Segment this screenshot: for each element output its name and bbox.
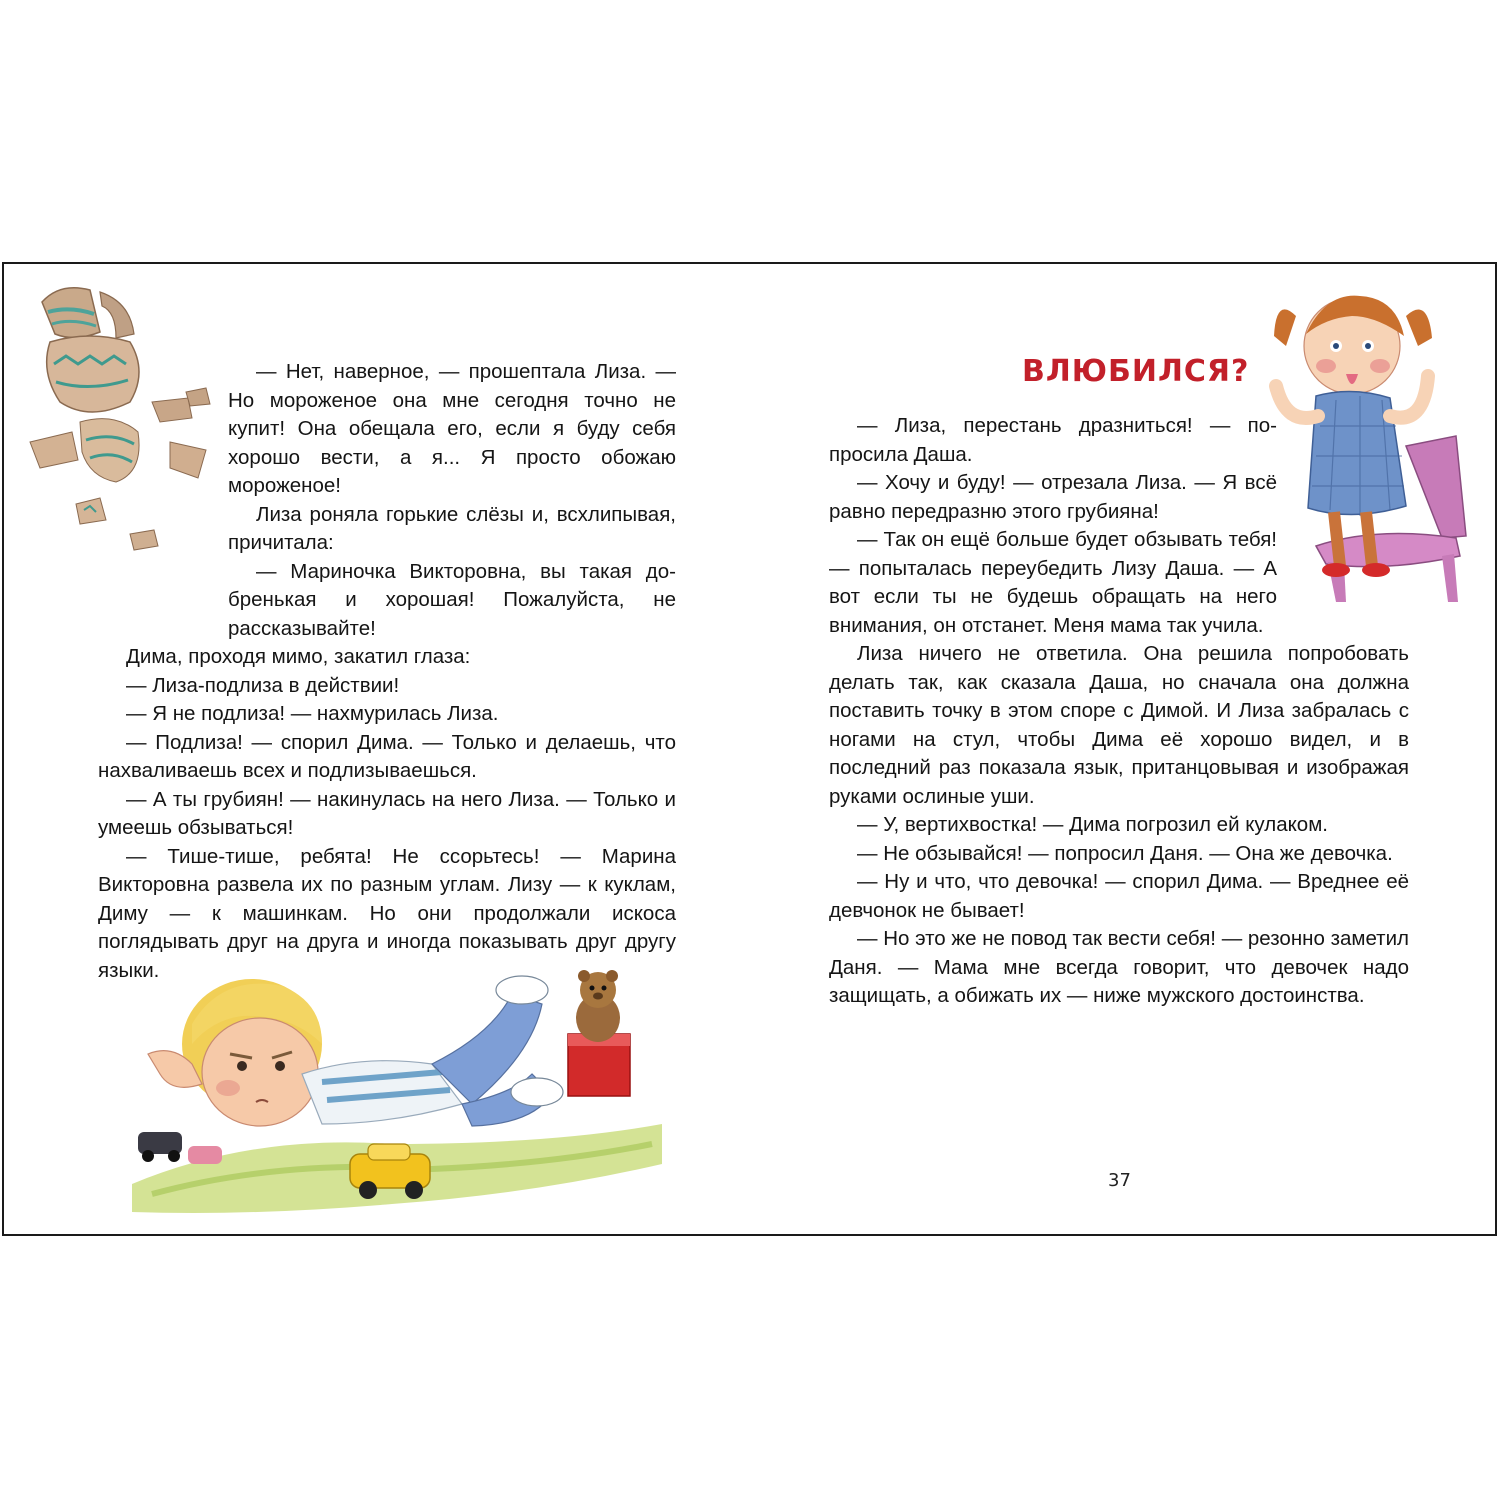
paragraph: — Подлиза! — спорил Дима. — Только и делаешь, что нахваливаешь всех и подлизываешься.: [98, 730, 676, 782]
boy: [148, 976, 563, 1126]
paragraph: — Нет, наверное, — прошептала Лиза. — Но мороженое она мне сегодня точно не купит! Она обещала его, если я буду себя хорошо вести, а я... Я просто обожаю мороженое!: [228, 360, 676, 497]
paragraph: — Хочу и буду! — отрезала Лиза. — Я всё равно передразню этого грубияна!: [829, 471, 1277, 523]
paragraph: — Я не подлиза! — нахмурилась Лиза.: [126, 702, 499, 725]
teddy-bear-on-cube: [568, 970, 630, 1096]
paragraph: — Не обзывайся! — попросил Даня. — Она же девочка.: [857, 841, 1393, 865]
paragraph: — Так он ещё больше будет обзывать тебя! — попыталась переубедить Лизу Даша. — А вот если ты не будешь обращать на него внимания, он отстанет. Меня мама так учила.: [829, 528, 1277, 637]
paragraph: Лиза ничего не ответила. Она решила попробовать делать так, как сказала Даша, но сначала она должна поставить точку в этом споре с Димой. И Лиза забралась с ногами на стул, чтобы Дима её хорошо видел, и в последний раз показала язык, пританцовывая и изображая руками ослиные уши.: [829, 642, 1409, 808]
boy-with-toys-illustration: [132, 954, 672, 1224]
paragraph: — Ну и что, что девочка! — спорил Дима. — Вреднее её девчонок не бывает!: [829, 870, 1409, 922]
chapter-title: ВЛЮБИЛСЯ?: [1022, 354, 1250, 389]
page-number: 37: [1108, 1170, 1131, 1191]
paragraph: Лиза роняла горькие слёзы и, всхлипывая, причитала:: [228, 502, 676, 554]
paragraph: — Но это же не повод так вести себя! — резонно заметил Даня. — Мама мне всегда говорит, что девочек надо защищать, а обижать их — ниже мужского достоинства.: [829, 927, 1409, 1007]
jug-neck: [42, 288, 100, 338]
paragraph: — Тише-тише, ребята! Не ссорьтесь! — Марина Викторовна развела их по разным углам. Лизу — к куклам, Диму — к машинкам. Но они продолжали искоса поглядывать друг на друга и иногда показывать друг другу языки.: [98, 844, 676, 982]
paragraph: — У, вертихвостка! — Дима погрозил ей кулаком.: [857, 813, 1328, 836]
paragraph: Дима, проходя мимо, закатил глаза:: [126, 645, 471, 668]
paragraph: — Лиза-подлиза в действии!: [126, 673, 400, 697]
right-page-text: [829, 412, 1409, 1011]
paragraph: — Лиза, перестань дразниться! — попросила Даша.: [829, 414, 1277, 466]
left-page-text: [98, 358, 676, 985]
paragraph: — А ты грубиян! — накинулась на него Лиза. — Только и умеешь обзываться!: [98, 787, 676, 839]
paragraph: — Мариночка Викторовна, вы такая добренькая и хорошая! Пожалуйста, не рассказывайте!: [228, 559, 676, 640]
book-spread: [2, 262, 1497, 1236]
